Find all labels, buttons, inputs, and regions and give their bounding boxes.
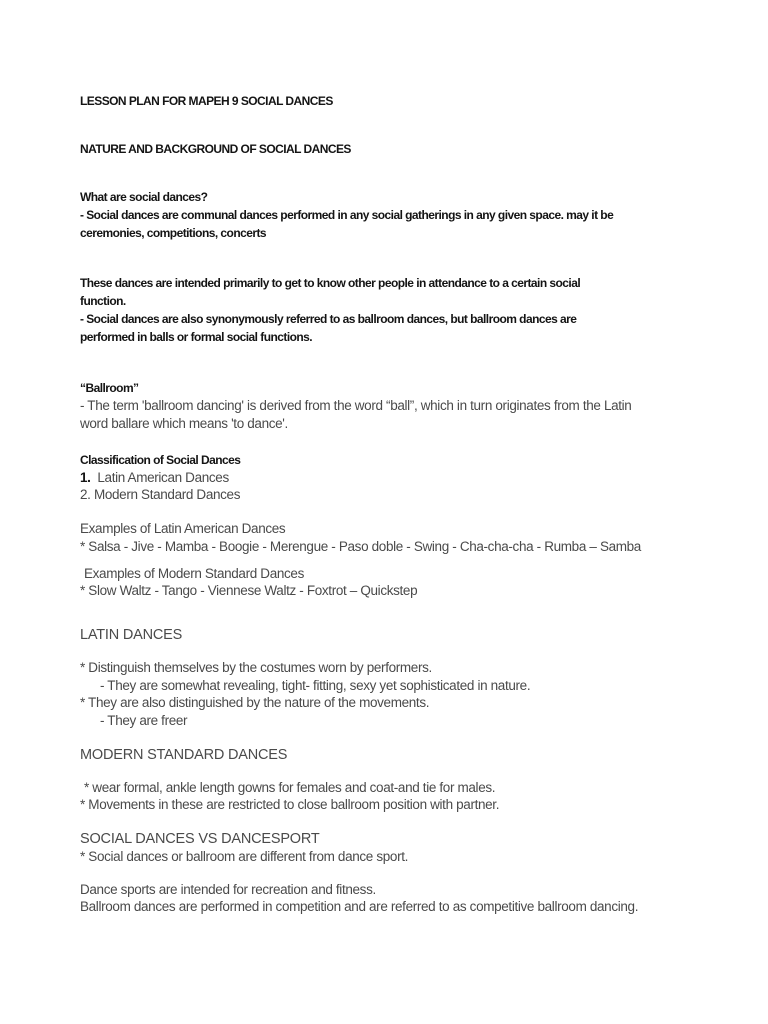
vs-line: * Social dances or ballroom are different from dance sport.: [80, 849, 409, 864]
modern-line: * wear formal, ankle length gowns for females and coat-and tie for males.: [84, 780, 496, 795]
latin-line: - They are freer: [100, 713, 188, 728]
latin-dances-heading: LATIN DANCES: [80, 627, 183, 643]
paragraph-line: performed in balls or formal social functions.: [80, 330, 313, 344]
vs-line: Dance sports are intended for recreation and fitness.: [80, 882, 376, 897]
latin-line: * Distinguish themselves by the costumes worn by performers.: [80, 660, 432, 675]
section-heading-nature: NATURE AND BACKGROUND OF SOCIAL DANCES: [80, 142, 351, 156]
paragraph-line: These dances are intended primarily to get to know other people in attendance to a certain social: [80, 276, 581, 290]
list-number: 1.: [80, 470, 91, 485]
latin-line: - They are somewhat revealing, tight- fitting, sexy yet sophisticated in nature.: [100, 678, 531, 693]
classification-item: 2. Modern Standard Dances: [80, 487, 241, 502]
examples-list: * Salsa - Jive - Mamba - Boogie - Merengue - Paso doble - Swing - Cha-cha-cha - Rumba – Samba: [80, 539, 641, 554]
paragraph-line: function.: [80, 294, 126, 308]
list-label: Latin American Dances: [97, 470, 229, 485]
answer-line: - Social dances are communal dances performed in any social gatherings in any given space. may it be: [80, 208, 614, 222]
ballroom-line: word ballare which means 'to dance'.: [80, 416, 288, 431]
modern-dances-heading: MODERN STANDARD DANCES: [80, 747, 288, 763]
examples-heading: Examples of Modern Standard Dances: [84, 566, 304, 581]
examples-heading: Examples of Latin American Dances: [80, 521, 286, 536]
latin-line: * They are also distinguished by the nature of the movements.: [80, 695, 430, 710]
classification-heading: Classification of Social Dances: [80, 453, 241, 467]
ballroom-heading: “Ballroom”: [80, 381, 139, 395]
vs-heading: SOCIAL DANCES VS DANCESPORT: [80, 831, 320, 847]
classification-item: [80, 470, 229, 486]
document-title: LESSON PLAN FOR MAPEH 9 SOCIAL DANCES: [80, 94, 333, 108]
vs-line: Ballroom dances are performed in competition and are referred to as competitive ballroom dancing.: [80, 899, 639, 914]
answer-line: ceremonies, competitions, concerts: [80, 226, 267, 240]
examples-list: * Slow Waltz - Tango - Viennese Waltz - Foxtrot – Quickstep: [80, 583, 418, 598]
modern-line: * Movements in these are restricted to close ballroom position with partner.: [80, 797, 500, 812]
question-text: What are social dances?: [80, 190, 208, 204]
paragraph-line: - Social dances are also synonymously referred to as ballroom dances, but ballroom dances are: [80, 312, 577, 326]
ballroom-line: - The term 'ballroom dancing' is derived from the word “ball”, which in turn originates from the Latin: [80, 398, 632, 413]
